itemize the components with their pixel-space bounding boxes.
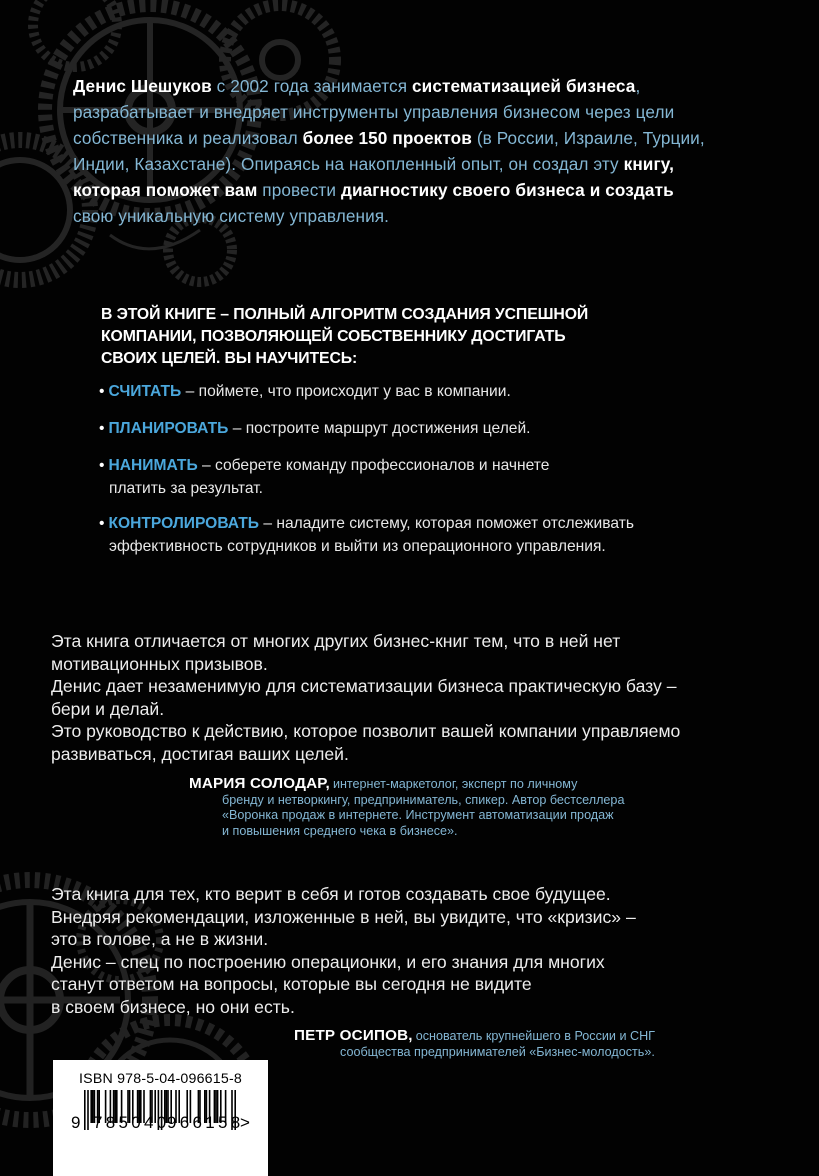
heading-line: КОМПАНИИ, ПОЗВОЛЯЮЩЕЙ СОБСТВЕННИКУ ДОСТИГАТЬ — [101, 328, 566, 345]
testimonial-osipov-attribution — [294, 1028, 794, 1060]
barcode-quiet-zone-marker: > — [240, 1113, 254, 1132]
intro-line — [73, 126, 773, 152]
isbn-barcode-block — [53, 1060, 268, 1176]
intro-emphasis: систематизацией бизнеса — [412, 76, 636, 96]
author-name: МАРИЯ СОЛОДАР, — [189, 775, 330, 792]
intro-emphasis: диагностику своего бизнеса и создать — [340, 179, 674, 200]
intro-text: (в России, Израиле, Турции, — [471, 127, 705, 148]
intro-emphasis: которая поможет вам — [73, 179, 258, 200]
skill-bullet-count — [99, 381, 719, 404]
quote-line: Это руководство к действию, которое позволит вашей компании управляемо — [51, 721, 681, 742]
quote-line: Денис – спец по построению операционки, и его знания для многих — [51, 951, 605, 972]
skill-description: – построите маршрут достижения целей. — [232, 420, 531, 437]
intro-emphasis: книгу, — [623, 153, 674, 174]
skill-bullet-hire — [99, 455, 719, 500]
quote-line: в своем бизнесе, но они есть. — [51, 996, 295, 1017]
author-description: бренду и нетворкингу, предприниматель, спикер. Автор бестселлера — [222, 792, 625, 807]
author-description: сообщества предпринимателей «Бизнес-молодость». — [340, 1044, 655, 1059]
intro-text: разрабатывает и внедряет инструменты управления бизнесом через цели — [73, 101, 675, 122]
author-intro-paragraph — [73, 74, 773, 229]
quote-line: станут ответом на вопросы, которые вы сегодня не видите — [51, 974, 532, 995]
barcode-guard-bar — [87, 1090, 89, 1130]
quote-line: мотивационных призывов. — [51, 653, 268, 674]
heading-line: В ЭТОЙ КНИГЕ – ПОЛНЫЙ АЛГОРИТМ СОЗДАНИЯ УСПЕШНОЙ — [101, 306, 589, 323]
algorithm-heading — [101, 304, 661, 370]
testimonial-solodar-attribution — [189, 776, 749, 839]
intro-line — [73, 152, 773, 178]
bullet-dot-icon: • — [99, 383, 105, 400]
intro-line — [73, 204, 773, 230]
skill-keyword: КОНТРОЛИРОВАТЬ — [108, 515, 260, 532]
skill-description-cont: эффективность сотрудников и выйти из операционного управления. — [109, 537, 606, 555]
intro-text: провести — [257, 179, 341, 200]
bullet-dot-icon: • — [99, 457, 105, 474]
barcode-guard-bar — [84, 1090, 86, 1130]
author-description: и повышения среднего чека в бизнесе». — [222, 823, 458, 838]
author-description: «Воронка продаж в интернете. Инструмент автоматизации продаж — [222, 808, 614, 823]
intro-emphasis: Денис Шешуков — [73, 76, 212, 96]
intro-emphasis: более 150 проектов — [302, 127, 472, 148]
skill-description-cont: платить за результат. — [109, 479, 263, 497]
intro-line — [73, 74, 773, 100]
heading-line: СВОИХ ЦЕЛЕЙ. ВЫ НАУЧИТЕСЬ: — [101, 350, 358, 367]
skill-description: – наладите систему, которая поможет отслеживать — [263, 515, 634, 532]
intro-text: свою уникальную систему управления. — [73, 205, 390, 226]
barcode-digits-left: 785040 — [93, 1113, 170, 1132]
intro-text: , — [635, 76, 641, 96]
barcode-digits-right: 966158 — [167, 1113, 244, 1132]
skill-bullet-control — [99, 513, 719, 558]
quote-line: Эта книга для тех, кто верит в себя и готов создавать свое будущее. — [51, 884, 611, 904]
intro-text: Индии, Казахстане). Опираясь на накопленный опыт, он создал эту — [73, 153, 624, 174]
quote-line: бери и делай. — [51, 698, 165, 719]
bullet-dot-icon: • — [99, 420, 105, 437]
quote-line: Внедряя рекомендации, изложенные в ней, вы увидите, что «кризис» – — [51, 906, 636, 927]
testimonial-osipov-text — [51, 883, 791, 1019]
quote-line: развиваться, достигая ваших целей. — [51, 743, 349, 764]
quote-line: Денис дает незаменимую для систематизации бизнеса практическую базу – — [51, 676, 677, 697]
quote-line: Эта книга отличается от многих других бизнес-книг тем, что в ней нет — [51, 631, 621, 651]
intro-text: собственника и реализовал — [73, 127, 303, 148]
skill-keyword: ПЛАНИРОВАТЬ — [108, 420, 229, 437]
skill-bullet-plan — [99, 418, 719, 441]
author-name: ПЕТР ОСИПОВ, — [294, 1027, 413, 1044]
isbn-label: ISBN 978-5-04-096615-8 — [79, 1071, 242, 1087]
barcode-bar — [90, 1090, 92, 1123]
barcode-digit-first: 9 — [71, 1113, 84, 1132]
testimonial-solodar-text — [51, 630, 791, 766]
bullet-dot-icon: • — [99, 515, 105, 532]
skill-description: – поймете, что происходит у вас в компании. — [185, 383, 511, 400]
intro-line — [73, 178, 773, 204]
skill-keyword: НАНИМАТЬ — [108, 457, 198, 474]
author-description: интернет-маркетолог, эксперт по личному — [332, 777, 578, 791]
skill-description: – соберете команду профессионалов и начнете — [202, 457, 550, 474]
quote-line: это в голове, а не в жизни. — [51, 929, 269, 950]
author-description: основатель крупнейшего в России и СНГ — [415, 1029, 655, 1043]
intro-line — [73, 100, 773, 126]
intro-text: с 2002 года занимается — [211, 76, 412, 96]
skill-keyword: СЧИТАТЬ — [108, 383, 182, 400]
